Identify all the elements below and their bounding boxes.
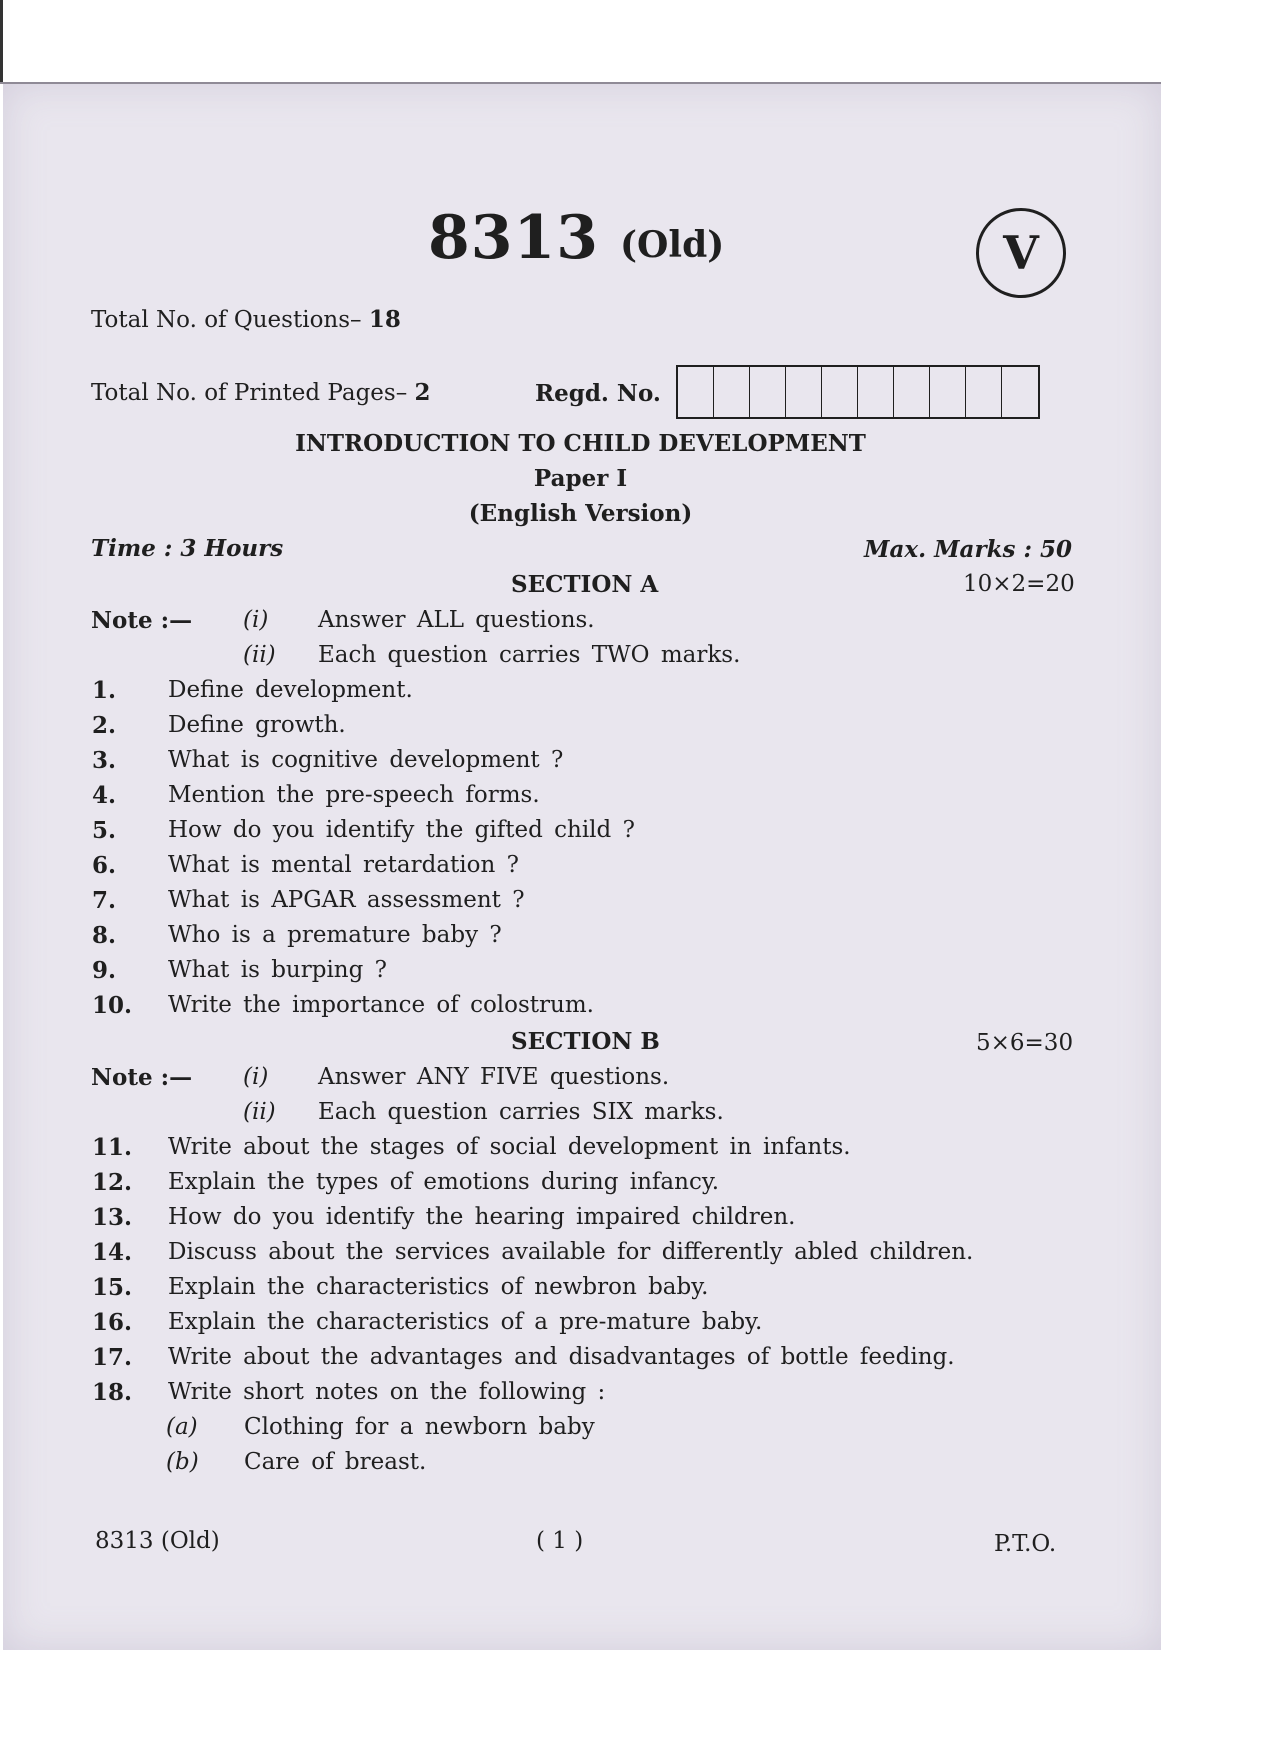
regd-digit-box (858, 367, 894, 417)
question-text: Write short notes on the following : (168, 1379, 606, 1405)
paper-code: 8313 (428, 203, 599, 273)
section-a-heading: SECTION A (511, 571, 659, 598)
section-a-marks: 10×2=20 (963, 571, 1075, 597)
question-number: 13. (92, 1204, 133, 1231)
question-text: Write the importance of colostrum. (168, 992, 594, 1018)
total-questions-line (91, 306, 401, 333)
total-questions-label: Total No. of Questions– (91, 307, 362, 333)
max-marks: Max. Marks : 50 (864, 536, 1072, 563)
regd-digit-box (678, 367, 714, 417)
regd-digit-box (750, 367, 786, 417)
question-number: 16. (92, 1309, 133, 1336)
question-number: 12. (92, 1169, 133, 1196)
subpart-text: Clothing for a newborn baby (244, 1414, 595, 1440)
question-number: 4. (92, 782, 117, 809)
question-text: Define development. (168, 677, 413, 703)
question-text: What is mental retardation ? (168, 852, 519, 878)
question-number: 2. (92, 712, 117, 739)
question-number: 3. (92, 747, 117, 774)
question-text: Write about the advantages and disadvantages of bottle feeding. (168, 1344, 955, 1370)
paper-version: (English Version) (468, 500, 693, 527)
total-questions-value: 18 (368, 306, 401, 333)
footer-page-number: ( 1 ) (536, 1528, 584, 1554)
section-b-note-text-2: Each question carries SIX marks. (318, 1099, 724, 1125)
regd-digit-box (714, 367, 750, 417)
version-badge: V (976, 208, 1066, 298)
question-number: 5. (92, 817, 117, 844)
subpart-label: (b) (166, 1449, 199, 1475)
regd-label: Regd. No. (535, 380, 661, 407)
question-number: 17. (92, 1344, 133, 1371)
question-text: What is cognitive development ? (168, 747, 564, 773)
regd-digit-box (894, 367, 930, 417)
regd-digit-box (822, 367, 858, 417)
section-a-note-roman-1: (i) (243, 607, 269, 633)
total-pages-label: Total No. of Printed Pages– (91, 380, 408, 406)
subpart-label: (a) (166, 1414, 198, 1440)
question-number: 6. (92, 852, 117, 879)
question-text: What is APGAR assessment ? (168, 887, 525, 913)
question-text: Explain the characteristics of newbron baby. (168, 1274, 709, 1300)
section-b-marks: 5×6=30 (976, 1030, 1074, 1056)
footer-paper-code: 8313 (Old) (95, 1528, 220, 1554)
subpart-text: Care of breast. (244, 1449, 427, 1475)
question-text: Mention the pre-speech forms. (168, 782, 540, 808)
exam-time: Time : 3 Hours (91, 535, 284, 562)
section-a-note-label: Note :— (91, 607, 193, 634)
section-b-heading: SECTION B (511, 1028, 660, 1055)
question-number: 15. (92, 1274, 133, 1301)
footer-pto: P.T.O. (994, 1531, 1057, 1557)
regd-digit-box (930, 367, 966, 417)
section-b-note-text-1: Answer ANY FIVE questions. (318, 1064, 670, 1090)
section-a-note-text-1: Answer ALL questions. (318, 607, 595, 633)
section-b-note-roman-1: (i) (243, 1064, 269, 1090)
paper-edition: (Old) (620, 224, 725, 266)
regd-digit-box (966, 367, 1002, 417)
section-a-note-roman-2: (ii) (243, 642, 276, 668)
section-b-note-roman-2: (ii) (243, 1099, 276, 1125)
question-text: How do you identify the hearing impaired children. (168, 1204, 796, 1230)
question-text: Discuss about the services available for differently abled children. (168, 1239, 974, 1265)
question-number: 11. (92, 1134, 133, 1161)
question-text: Explain the characteristics of a pre-mature baby. (168, 1309, 763, 1335)
question-text: Define growth. (168, 712, 346, 738)
question-number: 9. (92, 957, 117, 984)
section-b-note-label: Note :— (91, 1064, 193, 1091)
question-text: Who is a premature baby ? (168, 922, 502, 948)
top-edge-rule (0, 82, 1161, 84)
question-number: 8. (92, 922, 117, 949)
subject-title: INTRODUCTION TO CHILD DEVELOPMENT (295, 430, 866, 457)
question-number: 7. (92, 887, 117, 914)
question-number: 14. (92, 1239, 133, 1266)
total-pages-line (91, 379, 431, 406)
question-text: How do you identify the gifted child ? (168, 817, 635, 843)
question-text: Write about the stages of social development in infants. (168, 1134, 851, 1160)
regd-digit-box (786, 367, 822, 417)
question-number: 10. (92, 992, 133, 1019)
total-pages-value: 2 (414, 379, 431, 406)
question-number: 1. (92, 677, 117, 704)
regd-number-boxes (676, 365, 1040, 419)
regd-digit-box (1002, 367, 1038, 417)
question-text: What is burping ? (168, 957, 387, 983)
question-text: Explain the types of emotions during infancy. (168, 1169, 720, 1195)
section-a-note-text-2: Each question carries TWO marks. (318, 642, 741, 668)
scan-edge (0, 0, 3, 82)
question-number: 18. (92, 1379, 133, 1406)
paper-number: Paper I (533, 465, 628, 492)
